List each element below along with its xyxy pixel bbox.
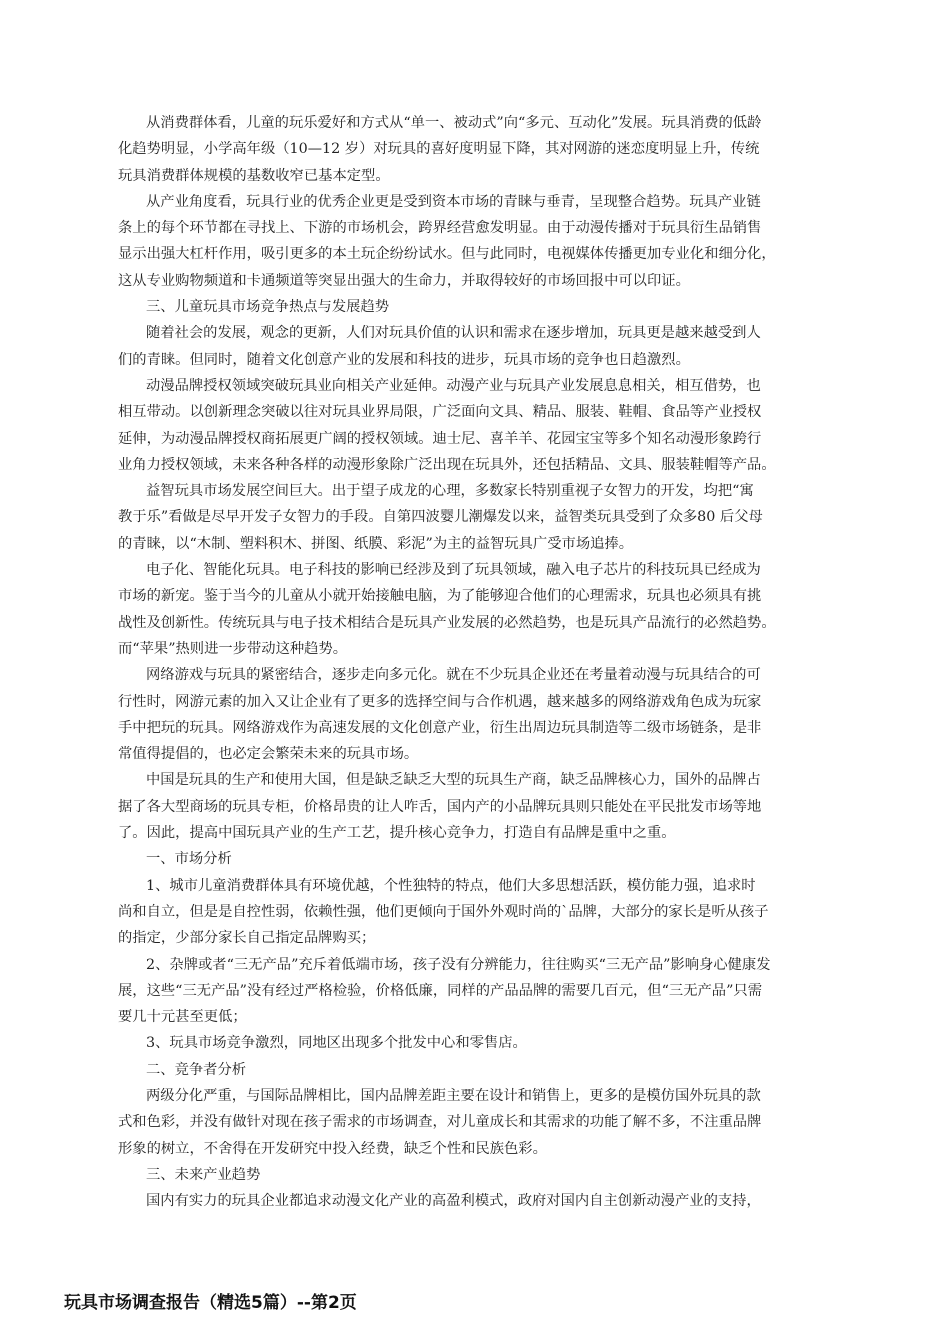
text-line: 国内有实力的玩具企业都追求动漫文化产业的高盈利模式，政府对国内自主创新动漫产业的支持，	[146, 1193, 761, 1210]
text-line: 们的青睐。但同时，随着文化创意产业的发展和科技的进步，玩具市场的竞争也日趋激烈。	[118, 351, 690, 368]
text-line: 从消费群体看，儿童的玩乐爱好和方式从“单一、被动式”向“多元、互动化”发展。玩具消费的低龄	[146, 115, 762, 131]
text-line: 电子化、智能化玩具。电子科技的影响已经涉及到了玩具领域，融入电子芯片的科技玩具已经成为	[146, 562, 761, 579]
text-line: 形象的树立，不舍得在开发研究中投入经费，缺乏个性和民族色彩。	[118, 1140, 547, 1157]
text-line: 二、竞争者分析	[146, 1061, 247, 1078]
text-line: 三、未来产业趋势	[146, 1166, 261, 1183]
text-line: 的青睐，以“木制、塑料积木、拼图、纸膜、彩泥”为主的益智玩具广受市场追捧。	[118, 535, 634, 552]
text-line: 中国是玩具的生产和使用大国，但是缺乏缺乏大型的玩具生产商，缺乏品牌核心力，国外的品牌占	[146, 772, 761, 789]
text-line: 要几十元甚至更低；	[118, 1009, 247, 1026]
text-line: 1、城市儿童消费群体具有环境优越，个性独特的特点，他们大多思想活跃，模仿能力强，追求时	[146, 877, 756, 894]
text-line: 市场的新宠。鉴于当今的儿童从小就开始接触电脑，为了能够迎合他们的心理需求，玩具也必须具有挑	[118, 588, 762, 605]
text-line: 3、玩具市场竞争激烈，同地区出现多个批发中心和零售店。	[146, 1035, 527, 1052]
text-line: 三、儿童玩具市场竞争热点与发展趋势	[146, 299, 390, 316]
text-line: 条上的每个环节都在寻找上、下游的市场机会，跨界经营愈发明显。由于动漫传播对于玩具衍生品销售	[118, 220, 762, 237]
text-line: 化趋势明显，小学高年级（10—12 岁）对玩具的喜好度明显下降，其对网游的迷恋度明显上升，传统	[118, 141, 760, 158]
text-line: 两级分化严重，与国际品牌相比，国内品牌差距主要在设计和销售上，更多的是模仿国外玩具的款	[146, 1087, 761, 1104]
text-line: 常值得提倡的，也必定会繁荣未来的玩具市场。	[118, 746, 419, 763]
text-line: 从产业角度看，玩具行业的优秀企业更是受到资本市场的青睐与垂青，呈现整合趋势。玩具产业链	[146, 193, 761, 210]
text-line: 动漫品牌授权领域突破玩具业向相关产业延伸。动漫产业与玩具产业发展息息相关，相互借势，也	[146, 377, 761, 394]
text-line: 相互带动。以创新理念突破以往对玩具业界局限，广泛面向文具、精品、服装、鞋帽、食品等产业授权	[118, 404, 762, 421]
text-line: 显示出强大杠杆作用，吸引更多的本土玩企纷纷试水。但与此同时，电视媒体传播更加专业化和细分化，	[118, 246, 776, 263]
text-line: 战性及创新性。传统玩具与电子技术相结合是玩具产业发展的必然趋势，也是玩具产品流行的必然趋势。	[118, 614, 776, 631]
body-text	[118, 110, 878, 1214]
text-line: 业角力授权领域，未来各种各样的动漫形象除广泛出现在玩具外，还包括精品、文具、服装鞋帽等产品。	[118, 456, 776, 473]
text-line: 式和色彩，并没有做针对现在孩子需求的市场调查，对儿童成长和其需求的功能了解不多，不注重品牌	[118, 1114, 762, 1131]
text-line: 的指定，少部分家长自己指定品牌购买；	[118, 930, 376, 947]
text-line: 延伸，为动漫品牌授权商拓展更广阔的授权领域。迪士尼、喜羊羊、花园宝宝等多个知名动漫形象跨行	[118, 430, 762, 447]
text-line: 手中把玩的玩具。网络游戏作为高速发展的文化创意产业，衍生出周边玩具制造等二级市场链条，是非	[118, 719, 762, 736]
text-line: 教于乐”看做是尽早开发子女智力的手段。自第四波婴儿潮爆发以来，益智类玩具受到了众多80 后父母	[118, 509, 763, 526]
text-line: 2、杂牌或者“三无产品”充斥着低端市场，孩子没有分辨能力，往往购买“三无产品”影响身心健康发	[146, 956, 771, 973]
text-line: 了。因此，提高中国玩具产业的生产工艺，提升核心竞争力，打造自有品牌是重中之重。	[118, 825, 676, 842]
text-line: 玩具消费群体规模的基数收窄已基本定型。	[118, 167, 390, 184]
text-line: 益智玩具市场发展空间巨大。出于望子成龙的心理，多数家长特别重视子女智力的开发，均把“寓	[146, 483, 754, 500]
text-line: 行性时，网游元素的加入又让企业有了更多的选择空间与合作机遇，越来越多的网络游戏角色成为玩家	[118, 693, 762, 710]
text-line: 这从专业购物频道和卡通频道等突显出强大的生命力，并取得较好的市场回报中可以印证。	[118, 272, 690, 289]
text-line: 网络游戏与玩具的紧密结合，逐步走向多元化。就在不少玩具企业还在考量着动漫与玩具结合的可	[146, 667, 761, 684]
page-footer: 玩具市场调查报告（精选5篇）--第2页	[64, 1293, 357, 1313]
text-line: 尚和自立，但是是自控性弱，依赖性强，他们更倾向于国外外观时尚的`品牌，大部分的家长是听从孩子	[118, 903, 769, 920]
text-line: 据了各大型商场的玩具专柜，价格昂贵的让人咋舌，国内产的小品牌玩具则只能处在平民批发市场等地	[118, 798, 762, 815]
text-line: 展，这些“三无产品”没有经过严格检验，价格低廉，同样的产品品牌的需要几百元，但“三无产品”只需	[118, 982, 762, 999]
text-line: 一、市场分析	[146, 851, 232, 868]
text-line: 而“苹果”热则进一步带动这种趋势。	[118, 640, 348, 657]
text-line: 随着社会的发展，观念的更新，人们对玩具价值的认识和需求在逐步增加，玩具更是越来越受到人	[146, 325, 761, 342]
